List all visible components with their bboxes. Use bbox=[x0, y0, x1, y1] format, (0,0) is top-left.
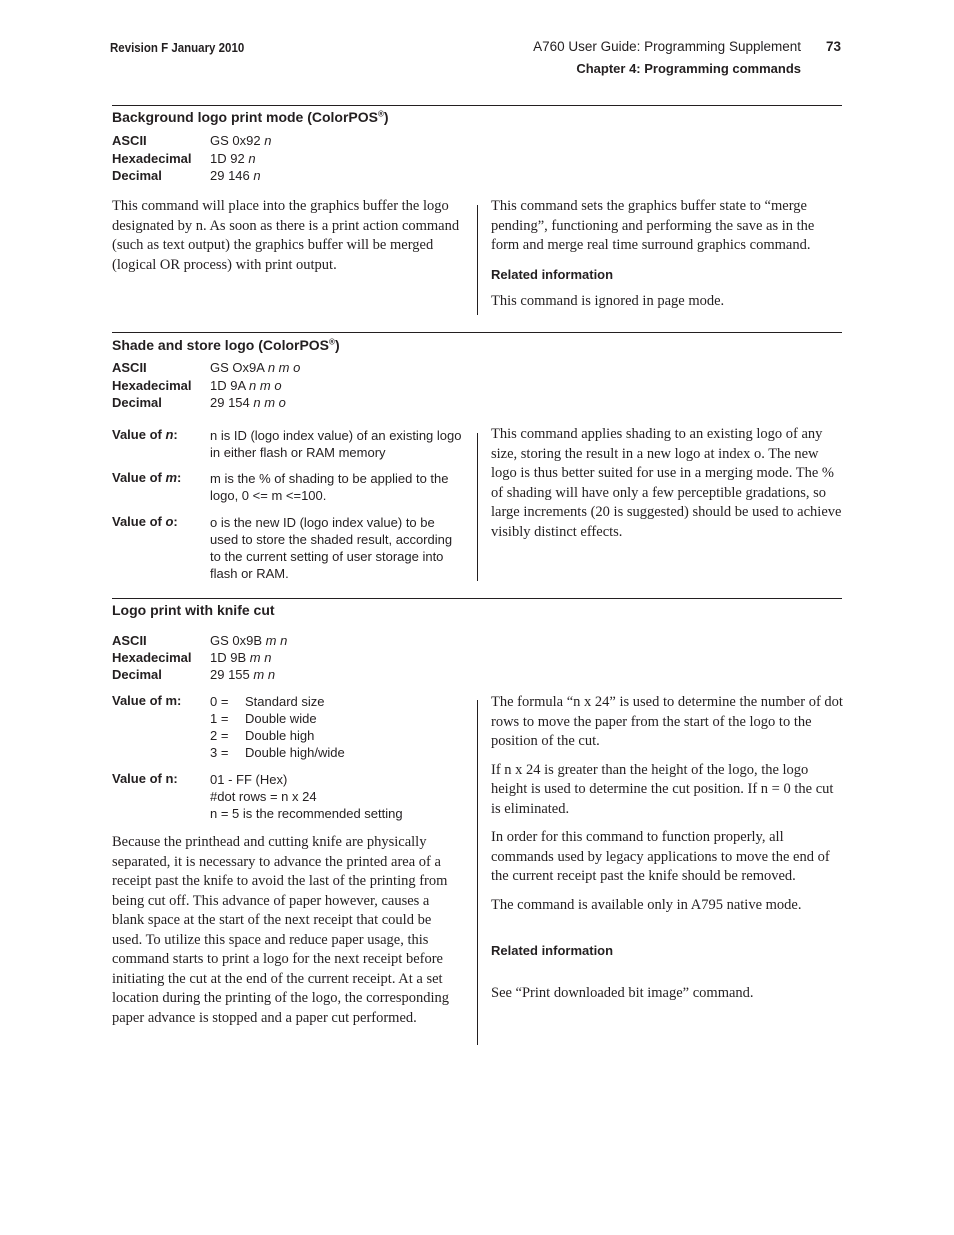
value-label-n: Value of n: bbox=[112, 771, 178, 786]
value-description-n: n is ID (logo index value) of an existing logo in either flash or RAM memory bbox=[210, 428, 462, 460]
related-info-heading: Related information bbox=[491, 266, 614, 282]
section-title-background-logo: Background logo print mode (ColorPOS®) bbox=[112, 109, 389, 125]
column-divider bbox=[477, 205, 478, 315]
background-logo-description: This command will place into the graphics buffer the logo designated by n. As soon as there is a print action command (such as text output) the graphics buffer will be merged (logical OR process) with print output. bbox=[112, 198, 460, 273]
shade-logo-details: This command applies shading to an existing logo of any size, storing the result in a new logo at index o. The new logo is thus better suited for use in a merging mode. The % of shading will have only a few perceptible gradations, so large increments (20 is suggested) should be used to achieve visibly distinct effects. bbox=[491, 426, 842, 540]
related-info-heading: Related information bbox=[491, 943, 614, 958]
value-label-m: Value of m: bbox=[112, 693, 182, 708]
value-label-n: Value of n: bbox=[112, 427, 178, 442]
value-label-o: Value of o: bbox=[112, 514, 178, 529]
details-paragraph: This command sets the graphics buffer state to “merge pending”, functioning and performing the save as in the form and merge real time surround graphics command. bbox=[491, 198, 815, 253]
chapter-title: Chapter 4: Programming commands bbox=[576, 61, 801, 76]
column-divider bbox=[477, 700, 478, 1045]
related-info-text: This command is ignored in page mode. bbox=[491, 293, 725, 309]
value-m-options bbox=[210, 693, 345, 761]
page-number: 73 bbox=[826, 39, 842, 54]
option-row: 1 = Double wide bbox=[210, 711, 317, 726]
revision-label: Revision F January 2010 bbox=[110, 41, 245, 55]
knife-cut-details: The formula “n x 24” is used to determine the number of dot rows to move the paper from the start of the logo to the position of the cut. If n x 24 is greater than the height of the logo, the logo height is used to determine the cut position. If n = 0 the cut is eliminated. In order for this command to function properly, all commands used by legacy applications to move the end of the current receipt past the knife should be removed. The command is available only in A795 native mode. bbox=[491, 694, 843, 913]
option-row: 2 = Double high bbox=[210, 728, 315, 743]
value-label-m: Value of m: bbox=[112, 470, 182, 485]
value-description-m: m is the % of shading to be applied to the logo, 0 <= m <=100. bbox=[210, 471, 449, 503]
section-divider bbox=[112, 332, 842, 333]
option-row: 0 = Standard size bbox=[210, 694, 325, 709]
background-logo-details bbox=[491, 197, 843, 321]
related-info-text: See “Print downloaded bit image” command. bbox=[491, 985, 754, 1001]
guide-title: A760 User Guide: Programming Supplement bbox=[533, 39, 801, 54]
value-description-o: o is the new ID (logo index value) to be used to store the shaded result, according to the current setting of user storage into flash or RAM. bbox=[210, 515, 453, 581]
section-divider bbox=[112, 105, 842, 106]
column-divider bbox=[477, 433, 478, 581]
value-n-description: 01 - FF (Hex) #dot rows = n x 24 n = 5 is the recommended setting bbox=[210, 772, 403, 821]
section-title-shade-store-logo: Shade and store logo (ColorPOS®) bbox=[112, 337, 340, 353]
section-divider bbox=[112, 598, 842, 599]
knife-cut-description: Because the printhead and cutting knife are physically separated, it is necessary to advance the printed area of a receipt past the knife to avoid the last of the printing from being cut off. This advance of paper however, causes a blank space at the start of the next receipt that could be used. To utilize this space and reduce paper usage, this command starts to print a logo for the next receipt before initiating the cut at the end of the current receipt. At a set location during the printing of the logo, the corresponding paper advance is stopped and a paper cut performed. bbox=[112, 834, 450, 1026]
section-title-logo-knife-cut: Logo print with knife cut bbox=[112, 602, 275, 618]
option-row: 3 = Double high/wide bbox=[210, 745, 345, 760]
